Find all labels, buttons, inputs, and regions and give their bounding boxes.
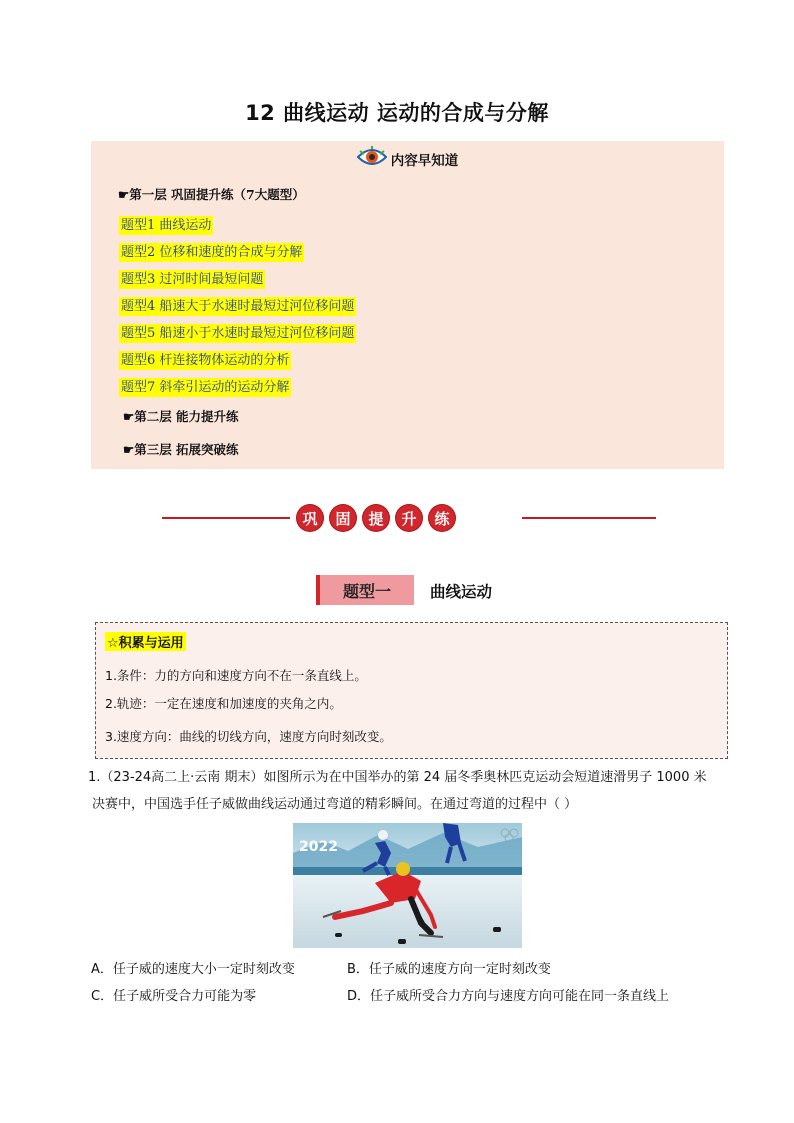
banner-char: 升 [396, 505, 422, 531]
section-banner [297, 505, 455, 531]
knowledge-box [95, 622, 728, 759]
banner-char: 固 [330, 505, 356, 531]
option-a[interactable]: A．任子威的速度大小一定时刻改变 [91, 962, 295, 977]
banner-line-left [162, 517, 290, 519]
toc-layer-2[interactable]: ☛第二层 能力提升练 [123, 409, 239, 424]
toc-layer-3[interactable]: ☛第三层 拓展突破练 [123, 442, 239, 457]
page-title: 12 曲线运动 运动的合成与分解 [245, 101, 549, 125]
knowledge-line: 2.轨迹：一定在速度和加速度的夹角之内。 [105, 696, 342, 711]
banner-char: 练 [429, 505, 455, 531]
banner-char: 巩 [297, 505, 323, 531]
star-icon: ☆ [107, 636, 119, 651]
speed-skating-photo [293, 823, 522, 948]
question-stem-line-1: 1.（23-24高二上·云南 期末）如图所示为在中国举办的第 24 届冬季奥林匹克运动会短道速滑男子 1000 米 [88, 770, 707, 785]
photo-logo-text: 2022 [299, 839, 338, 855]
knowledge-line: 1.条件：力的方向和速度方向不在一条直线上。 [105, 668, 367, 683]
toc-item[interactable]: 题型2 位移和速度的合成与分解 [121, 245, 303, 260]
question-type-name: 曲线运动 [430, 583, 493, 601]
toc-box [91, 141, 724, 469]
toc-layer-1[interactable]: ☛第一层 巩固提升练（7大题型） [118, 187, 305, 202]
toc-item[interactable]: 题型5 船速小于水速时最短过河位移问题 [121, 326, 355, 341]
option-b[interactable]: B．任子威的速度方向一定时刻改变 [347, 962, 551, 977]
knowledge-title-text: 积累与运用 [118, 636, 184, 651]
knowledge-line: 3.速度方向：曲线的切线方向，速度方向时刻改变。 [105, 729, 392, 744]
toc-item[interactable]: 题型1 曲线运动 [121, 218, 212, 233]
eye-icon [357, 146, 387, 172]
question-type-tag: 题型一 [316, 575, 414, 605]
option-d[interactable]: D．任子威所受合力方向与速度方向可能在同一条直线上 [347, 989, 670, 1004]
knowledge-title [105, 632, 186, 651]
banner-line-right [522, 517, 656, 519]
toc-item[interactable]: 题型6 杆连接物体运动的分析 [121, 353, 290, 368]
option-c[interactable]: C．任子威所受合力可能为零 [91, 989, 257, 1004]
banner-char: 提 [363, 505, 389, 531]
toc-item[interactable]: 题型3 过河时间最短问题 [121, 272, 264, 287]
question-stem-line-2: 决赛中，中国选手任子威做曲线运动通过弯道的精彩瞬间。在通过弯道的过程中（ ） [92, 797, 578, 812]
toc-header-text: 内容早知道 [390, 153, 459, 169]
toc-item[interactable]: 题型4 船速大于水速时最短过河位移问题 [121, 299, 355, 314]
toc-header [91, 146, 724, 172]
toc-item[interactable]: 题型7 斜牵引运动的运动分解 [121, 380, 290, 395]
